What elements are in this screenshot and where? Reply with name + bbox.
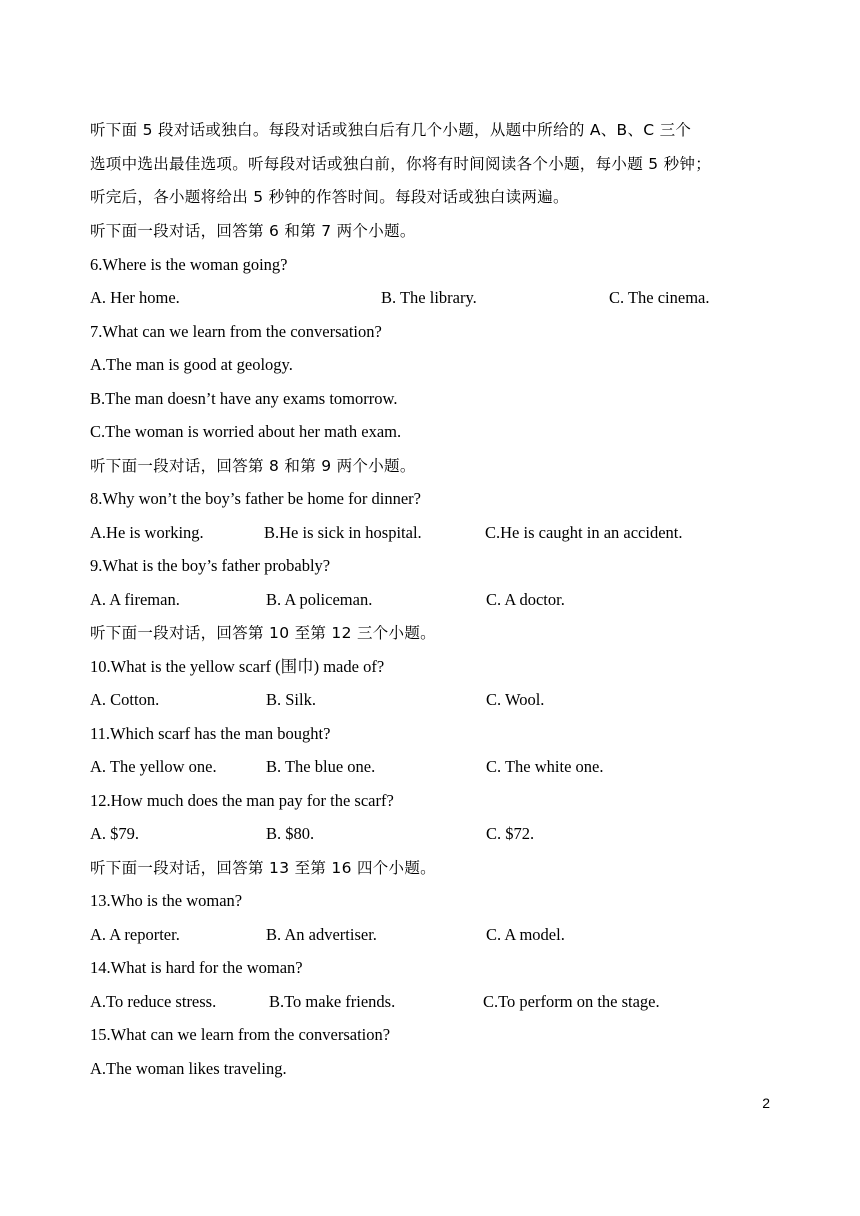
option-a: A. A reporter.: [90, 925, 180, 944]
question-11: 11.Which scarf has the man bought?: [90, 724, 331, 743]
question-7: 7.What can we learn from the conversation?: [90, 322, 382, 341]
section-header: 听下面一段对话，回答第 13 至第 16 四个小题。: [90, 859, 436, 877]
option-b: B.To make friends.: [269, 992, 396, 1011]
page-number: 2: [762, 1095, 770, 1111]
option-b: B. A policeman.: [266, 590, 373, 609]
option-a: A.The woman likes traveling.: [90, 1059, 287, 1078]
option-a: A. $79.: [90, 824, 140, 843]
option-c: C. The cinema.: [609, 288, 710, 307]
question-13: 13.Who is the woman?: [90, 891, 243, 910]
question-12: 12.How much does the man pay for the scarf?: [90, 791, 394, 810]
option-c: C. $72.: [486, 824, 535, 843]
option-a: A.The man is good at geology.: [90, 355, 293, 374]
instructions-line-2: 选项中选出最佳选项。听每段对话或独白前，你将有时间阅读各个小题，每小题 5 秒钟；: [90, 155, 712, 173]
option-b: B. The library.: [381, 288, 477, 307]
option-a: A.He is working.: [90, 523, 204, 542]
section-header: 听下面一段对话，回答第 8 和第 9 两个小题。: [90, 457, 416, 475]
question-6: 6.Where is the woman going?: [90, 255, 288, 274]
option-a: A.To reduce stress.: [90, 992, 217, 1011]
option-b: B.The man doesn’t have any exams tomorrow.: [90, 389, 398, 408]
option-c: C. A model.: [486, 925, 565, 944]
question-8: 8.Why won’t the boy’s father be home for dinner?: [90, 489, 421, 508]
option-b: B. The blue one.: [266, 757, 376, 776]
option-b: B. An advertiser.: [266, 925, 377, 944]
question-10: 10.What is the yellow scarf (围巾) made of?: [90, 657, 385, 676]
section-header: 听下面一段对话，回答第 10 至第 12 三个小题。: [90, 624, 436, 642]
section-header: 听下面一段对话，回答第 6 和第 7 两个小题。: [90, 222, 416, 240]
question-14: 14.What is hard for the woman?: [90, 958, 303, 977]
option-a: A. A fireman.: [90, 590, 180, 609]
option-b: B. $80.: [266, 824, 315, 843]
question-15: 15.What can we learn from the conversation?: [90, 1025, 391, 1044]
option-c: C.The woman is worried about her math exam.: [90, 422, 402, 441]
option-c: C. The white one.: [486, 757, 604, 776]
option-b: B.He is sick in hospital.: [264, 523, 422, 542]
option-c: C.He is caught in an accident.: [485, 523, 683, 542]
option-a: A. Her home.: [90, 288, 180, 307]
option-b: B. Silk.: [266, 690, 316, 709]
option-c: C. Wool.: [486, 690, 545, 709]
option-c: C.To perform on the stage.: [483, 992, 660, 1011]
option-c: C. A doctor.: [486, 590, 565, 609]
question-9: 9.What is the boy’s father probably?: [90, 556, 331, 575]
instructions-line-1: 听下面 5 段对话或独白。每段对话或独白后有几个小题，从题中所给的 A、B、C 三个: [90, 121, 692, 139]
instructions-line-3: 听完后，各小题将给出 5 秒钟的作答时间。每段对话或独白读两遍。: [90, 188, 569, 206]
option-a: A. Cotton.: [90, 690, 160, 709]
option-a: A. The yellow one.: [90, 757, 217, 776]
